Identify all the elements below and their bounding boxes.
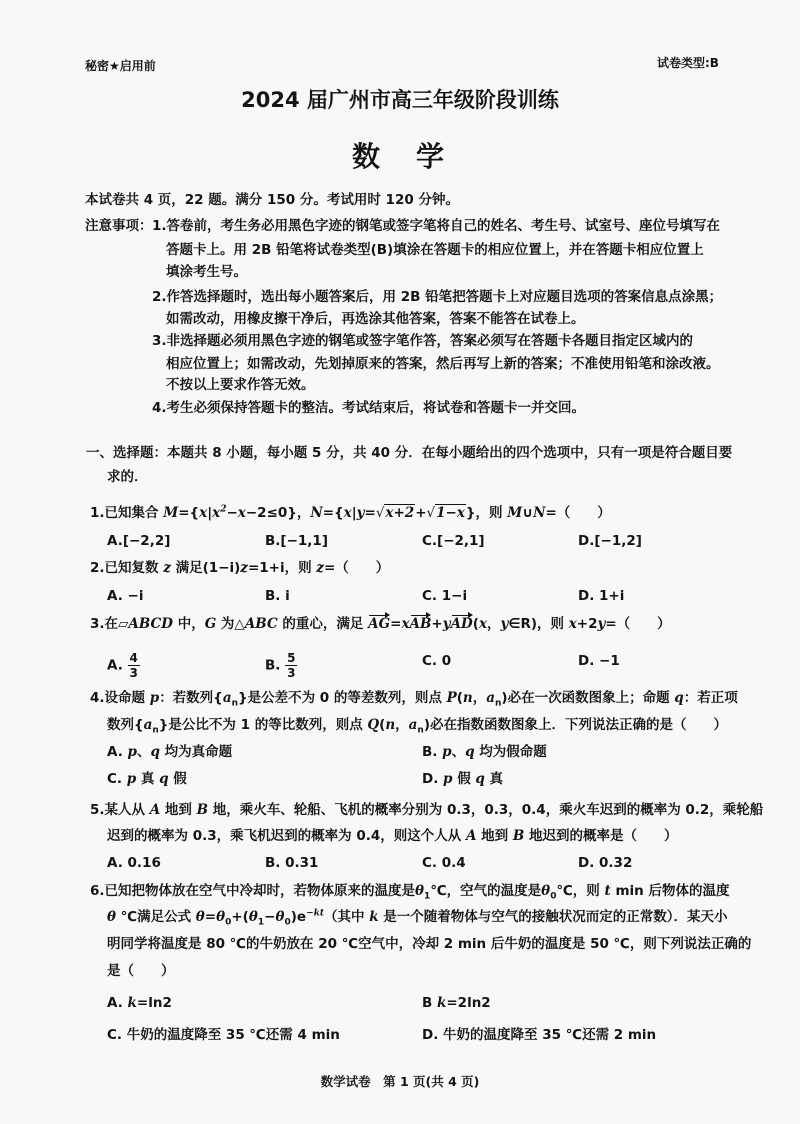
text-run: 满足(1−i) [170,560,241,576]
text-run: 数列{ [107,717,144,733]
text-run: ( [456,690,463,706]
question-1-option-d [578,531,642,551]
subscript: n [231,698,238,709]
math-variable: k [437,995,447,1011]
notes-label: 注意事项： [85,218,153,234]
text-run: D. −1 [578,653,620,669]
math-variable: z [240,560,248,576]
note-4-line: 4.考生必须保持答题卡的整洁。考试结束后，将试卷和答题卡一并交回。 [152,400,586,416]
text-run: ， [395,717,409,733]
text-run: 是一个随着物体与空气的接触状况而定的正常数）．某天小 [378,909,728,925]
text-run: = [204,909,217,925]
exam-intro: 本试卷共 4 页，22 题。满分 150 分。考试用时 120 分钟。 [85,192,459,208]
question-3-stem [90,614,671,634]
text-run: =2ln2 [446,995,491,1011]
text-run: 6.已知把物体放在空气中冷却时，若物体原来的温度是 [90,883,416,899]
question-6-option-a [107,993,172,1013]
text-run: 真 [484,771,504,787]
numerator: 5 [287,651,296,665]
text-run: D. 牛奶的温度降至 35 ℃还需 2 min [422,1027,657,1043]
math-variable: x [343,505,352,521]
text-run: （其中 [324,909,370,925]
question-6-option-d [422,1025,656,1045]
text-run: ∈R)，则 [508,616,569,632]
text-run: −2≤0}， [245,505,311,521]
math-variable: q [475,771,485,787]
question-4-stem [107,715,727,735]
question-4-option-b [422,742,547,762]
text-run: =（ ） [323,560,390,576]
text-run: C. 0 [422,653,452,669]
text-run: 迟到的概率为 0.3，乘飞机迟到的概率为 0.4，则这个人从 [107,828,466,844]
text-run: 地到 [476,828,513,844]
text-run: 的重心，满足 [277,616,369,632]
radicand: 1−x [436,505,465,521]
note-1-line: 填涂考生号。 [166,264,247,280]
math-variable: θ [415,883,425,899]
math-variable: x [237,505,246,521]
text-run: A. −i [107,588,144,604]
text-run: ， [472,690,487,706]
text-run: ( [379,717,386,733]
question-6-stem [107,934,751,954]
question-5-option-a [107,853,161,873]
text-run: 2.已知复数 [90,560,164,576]
note-2-line: 2.作答选择题时，选出每小题答案后，用 2B 铅笔把答题卡上对应题目选项的答案信息点涂黑； [152,289,723,305]
question-1-option-c [422,531,485,551]
math-variable: Q [367,717,380,733]
section-heading: 求的． [107,469,148,485]
text-run: = [364,505,376,521]
math-variable: p [149,690,160,706]
math-variable: θ [216,909,226,925]
text-run: ， [487,616,501,632]
text-run: + [415,505,427,521]
text-run: =1+i，则 [247,560,317,576]
fraction [128,651,140,680]
text-run: 地迟到的概率是（ ） [524,828,678,844]
question-5-option-b [265,853,318,873]
math-variable: p [127,744,137,760]
text-run: 中， [173,616,205,632]
math-variable: a [408,717,418,733]
note-2-line: 如需改动，用橡皮擦干净后，再选涂其他答案，答案不能答在试卷上。 [166,311,585,327]
question-5-stem [90,800,763,820]
question-2-option-a [107,586,143,606]
text-run: B. [422,744,443,760]
text-run: ={ [178,505,200,521]
question-5-option-d [578,853,632,873]
note-1-line: 答题卡上。用 2B 铅笔将试卷类型(B)填涂在答题卡的相应位置上，并在答题卡相应位置上 [166,242,704,258]
math-variable: P [446,690,457,706]
text-run: A. 0.16 [107,855,161,871]
question-5-stem [107,826,677,846]
text-run: = [390,616,402,632]
math-variable: z [163,560,171,576]
text-run: A. [107,995,128,1011]
subject-title: 数 学 [351,140,448,173]
math-variable: N [533,505,546,521]
numerator: 4 [129,651,138,665]
math-variable: M [163,505,179,521]
math-variable: a [486,690,495,706]
text-run: B. i [265,588,290,604]
subscript: 0 [284,917,291,928]
math-variable: k [369,909,379,925]
paper-type: 试卷类型:B [657,56,719,70]
text-run: ：若数列{ [159,690,223,706]
math-variable: y [356,505,365,521]
math-variable: A [465,828,477,844]
radicand: x+2 [385,505,415,521]
denominator: 3 [129,666,138,680]
question-1-option-b [265,531,328,551]
text-run: B.[−1,1] [265,533,328,549]
math-variable: y [500,616,509,632]
note-3-line: 3.非选择题必须用黑色字迹的钢笔或签字笔作答，答案必须写在答题卡各题目指定区域内的 [152,333,694,349]
text-run: 3.在▱ [90,616,129,632]
question-5-option-c [422,853,466,873]
section-heading: 一、选择题：本题共 8 小题，每小题 5 分，共 40 分．在每小题给出的四个选项中，只有一项是符合题目要 [86,445,733,461]
text-run: 为△ [216,616,245,632]
text-run: =（ ） [545,505,611,521]
text-run: ( [472,616,479,632]
math-variable: a [222,690,232,706]
text-run: ∪ [522,505,534,521]
question-4-option-c [107,769,187,789]
text-run: D. [422,771,444,787]
text-run: + [431,616,443,632]
exam-title: 2024 届广州市高三年级阶段训练 [241,88,559,112]
math-variable: p [442,744,452,760]
text-run: 假 [168,771,187,787]
text-run: 、 [451,744,466,760]
text-run: 明同学将温度是 80 ℃的牛奶放在 20 ℃空气中，冷却 2 min 后牛奶的温度是 50 ℃，则下列说法正确的 [107,936,752,952]
text-run: 真 [136,771,160,787]
math-variable: y [442,616,451,632]
math-variable: a [143,717,153,733]
math-variable: x [401,616,410,632]
question-6-option-b [422,993,491,1013]
question-4-option-d [422,769,503,789]
question-6-stem [107,961,175,981]
text-run: | [351,505,357,521]
math-variable: q [150,744,160,760]
subscript: 1 [424,891,431,902]
math-variable: ABC [244,616,278,632]
question-1-option-a [107,531,170,551]
text-run: 均为真命题 [159,744,233,760]
math-variable: q [674,690,684,706]
note-1-line: 1.答卷前，考生务必用黑色字迹的钢笔或签字笔将自己的姓名、考生号、试室号、座位号填写在 [152,218,721,234]
math-variable: k [127,995,137,1011]
note-3-line: 相应位置上；如需改动，先划掉原来的答案，然后再写上新的答案；不准使用铅笔和涂改液。 [166,356,720,372]
text-run: =ln2 [136,995,172,1011]
math-variable: t [604,883,611,899]
superscript: −kt [306,908,324,919]
text-run: 5.某人从 [90,802,150,818]
vector: AB [409,616,432,632]
text-run: }，则 [465,505,508,521]
question-3-option-a [107,651,140,680]
text-run: B. [265,657,286,674]
text-run: − [264,909,276,925]
text-run: 、 [136,744,151,760]
math-variable: A [149,802,161,818]
math-variable: n [385,717,396,733]
denominator: 3 [287,666,296,680]
square-root [376,504,415,521]
text-run: ={ [322,505,344,521]
math-variable: x [568,616,577,632]
text-run: D.[−1,2] [578,533,642,549]
math-variable: θ [541,883,551,899]
subscript: 1 [257,917,265,928]
text-run: D. 0.32 [578,855,633,871]
math-variable: θ [195,909,205,925]
text-run: | [207,505,213,521]
subscript: 0 [225,917,232,928]
math-variable: N [310,505,323,521]
text-run: ℃，则 [556,883,605,899]
math-variable: n [462,690,473,706]
text-run: }是公差不为 0 的等差数列，则点 [237,690,447,706]
text-run: 地到 [160,802,197,818]
text-run: =（ ） [605,616,671,632]
math-variable: G [204,616,217,632]
text-run: ℃，空气的温度是 [430,883,542,899]
vector: AG [368,616,391,632]
text-run: 地，乘火车、轮船、飞机的概率分别为 0.3，0.3，0.4，乘火车迟到的概率为 0.2，乘轮船 [208,802,764,818]
text-run: A.[−2,2] [107,533,171,549]
question-4-option-a [107,742,232,762]
text-run: A. [107,657,128,674]
text-run: 均为假命题 [474,744,547,760]
math-variable: z [316,560,324,576]
math-variable: ABCD [128,616,173,632]
question-2-option-c [422,586,467,606]
text-run: )必在一次函数图象上；命题 [501,690,675,706]
text-run: D. 1+i [578,588,625,604]
text-run: )e [290,909,307,925]
question-6-option-c [107,1025,340,1045]
text-run: B [422,995,437,1011]
math-variable: x [212,505,221,521]
text-run: C. 1−i [422,588,468,604]
text-run: 是（ ） [107,963,175,979]
math-variable: M [507,505,523,521]
question-4-stem [90,688,738,708]
text-run: 4.设命题 [90,690,150,706]
subscript: 0 [550,891,557,902]
text-run: B. 0.31 [265,855,319,871]
square-root [427,504,466,521]
subscript: n [152,725,159,736]
math-variable: q [159,771,169,787]
question-3-option-c [422,651,451,671]
question-6-stem [107,907,728,927]
vector: AD [450,616,473,632]
text-run: +( [231,909,249,925]
text-run: C. 牛奶的温度降至 35 ℃还需 4 min [107,1027,340,1043]
text-run: C. [107,771,127,787]
page-footer: 数学试卷 第 1 页(共 4 页) [320,1074,480,1089]
text-run: }是公比不为 1 的等比数列，则点 [158,717,368,733]
math-variable: p [126,771,137,787]
math-variable: q [465,744,475,760]
text-run: )必在指数函数图象上．下列说法正确的是（ ） [423,717,728,733]
confidential-mark: 秘密★启用前 [85,59,156,73]
text-run: 假 [452,771,476,787]
question-2-option-b [265,586,290,606]
subscript: n [417,725,424,736]
text-run: A. [107,744,128,760]
question-3-option-d [578,651,620,671]
math-variable: y [597,616,606,632]
math-variable: x [478,616,487,632]
text-run: C. 0.4 [422,855,466,871]
math-variable: θ [107,909,117,925]
math-variable: p [443,771,453,787]
subscript: n [495,698,502,709]
math-variable: B [196,802,209,818]
math-variable: B [512,828,525,844]
text-run: − [226,505,238,521]
question-2-stem [90,558,389,578]
text-run: ：若正项 [683,690,738,706]
superscript: 2 [220,504,227,515]
math-variable: θ [275,909,285,925]
text-run: ℃满足公式 [116,909,196,925]
question-6-stem [90,881,729,901]
math-variable: θ [248,909,258,925]
fraction [285,651,297,680]
text-run: +2 [576,616,598,632]
text-run: 1.已知集合 [90,505,164,521]
text-run: C.[−2,1] [422,533,485,549]
text-run: min 后物体的温度 [610,883,730,899]
question-2-option-d [578,586,624,606]
question-1-stem [90,503,611,523]
question-3-option-b [265,651,297,680]
note-3-line: 不按以上要求作答无效。 [166,377,315,393]
math-variable: x [199,505,208,521]
